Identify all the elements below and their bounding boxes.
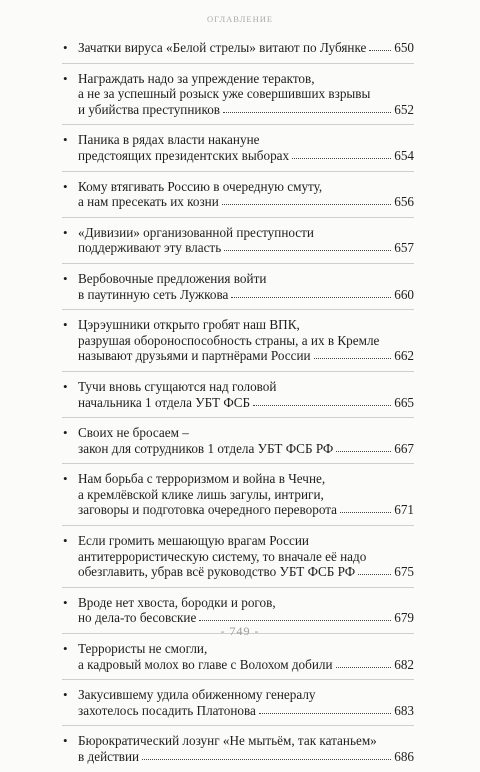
toc-entry-line: Награждать надо за упреждение терактов, [78,70,315,86]
toc-entry-last-line [78,348,414,364]
toc-entry-line: Нам борьба с терроризмом и война в Чечне, [78,471,326,487]
toc-entry[interactable] [62,725,414,771]
bullet-icon: • [63,40,68,55]
dot-leader [259,703,391,714]
dot-leader [358,564,391,575]
toc-entry-line: антитеррористическую систему, то вначале её надо [78,548,367,564]
toc-entry-line: закон для сотрудников 1 отдела УБТ ФСБ РФ [78,440,334,456]
bullet-icon: • [63,270,68,286]
toc-entry-line: начальника 1 отдела УБТ ФСБ [78,394,251,410]
toc-entry[interactable] [62,263,414,309]
bullet-icon: • [63,533,68,549]
bullet-icon: • [63,425,68,441]
bullet-icon: • [63,70,68,86]
page-number: - 749 - [220,624,260,638]
dot-leader [314,348,392,359]
toc-entry[interactable] [62,371,414,417]
toc-entry-page: 686 [394,749,414,764]
toc-entry[interactable] [62,63,414,125]
toc-entry[interactable] [62,679,414,725]
toc-entry-line: Тучи вновь сгущаются над головой [78,378,277,394]
toc-entry-line: Террористы не смогли, [78,641,208,657]
dot-leader [231,287,391,298]
bullet-icon: • [63,224,68,240]
toc-entry[interactable] [62,217,414,263]
toc-entry-last-line [78,749,414,765]
bullet-icon: • [63,378,68,394]
toc-entry-last-line [78,502,414,518]
toc-entry-last-line [78,40,414,56]
toc-entry-line: Вроде нет хвоста, бородки и рогов, [78,594,276,610]
table-of-contents [62,39,414,772]
toc-entry-last-line [78,564,414,580]
toc-entry-page: 679 [394,610,414,626]
toc-entry-line: а нам пресекать их козни [78,194,219,210]
toc-entry-line: Вербовочные предложения войти [78,270,267,286]
toc-entry-line: обезглавить, убрав всё руководство УБТ ФСБ РФ [78,564,356,580]
toc-entry-line: разрушая обороноспособность страны, а их в Кремле [78,332,380,348]
dot-leader [199,610,391,621]
toc-entry-page: 662 [394,348,414,364]
toc-entry[interactable] [62,124,414,170]
bullet-icon: • [63,687,68,703]
toc-entry-page: 652 [394,101,414,117]
toc-entry-last-line [78,240,414,256]
toc-entry-line: Закусившему удила обиженному генералу [78,687,316,703]
toc-entry[interactable] [62,39,414,63]
toc-entry-line: но дела-то бесовские [78,610,197,626]
toc-entry-line: предстоящих президентских выборах [78,147,290,163]
toc-entry-page: 675 [394,564,414,580]
toc-entry-line: называют друзьями и партнёрами России [78,348,311,364]
toc-entry-page: 654 [394,147,414,163]
toc-entry-line: Своих не бросаем – [78,425,189,441]
toc-entry-line: Кому втягивать Россию в очередную смуту, [78,178,323,194]
toc-entry-last-line [78,194,414,210]
dot-leader [336,441,391,452]
toc-entry-line: а не за успешный розыск уже совершивших взрывы [78,86,371,102]
dot-leader [223,102,391,113]
bullet-icon: • [63,641,68,657]
toc-entry-line: «Дивизии» организованной преступности [78,224,314,240]
toc-entry-line: захотелось посадить Платонова [78,702,256,718]
toc-entry-line: Паника в рядах власти накануне [78,132,260,148]
toc-entry-page: 682 [394,656,414,672]
toc-entry-page: 656 [394,194,414,210]
bullet-icon: • [63,733,68,749]
toc-entry-last-line [78,395,414,411]
dot-leader [253,395,391,406]
toc-entry-last-line [78,703,414,719]
bullet-icon: • [63,132,68,148]
dot-leader [340,502,391,513]
dot-leader [224,240,391,251]
toc-entry[interactable] [62,633,414,679]
toc-entry-page: 665 [394,394,414,410]
toc-entry-line: в паутинную сеть Лужкова [78,286,229,302]
toc-entry-last-line [78,102,414,118]
toc-entry[interactable] [62,525,414,587]
toc-entry-last-line [78,287,414,303]
toc-entry-page: 657 [394,240,414,256]
dot-leader [222,194,391,205]
toc-entry[interactable] [62,171,414,217]
toc-entry-last-line [78,148,414,164]
toc-entry[interactable] [62,417,414,463]
toc-entry-page: 671 [394,502,414,518]
dot-leader [142,749,391,760]
bullet-icon: • [63,317,68,333]
toc-entry-line: и убийства преступников [78,101,221,117]
bullet-icon: • [63,471,68,487]
toc-entry-page: 660 [394,286,414,302]
toc-entry-line: Зачатки вируса «Белой стрелы» витают по Лубянке [78,40,367,55]
toc-entry-line: а кадровый молох во главе с Волохом добили [78,656,333,672]
toc-entry-last-line [78,657,414,673]
dot-leader [292,148,391,159]
toc-entry-line: заговоры и подготовка очередного переворота [78,502,338,518]
toc-entry-page: 683 [394,702,414,718]
toc-entry-page: 667 [394,440,414,456]
toc-entry-line: Если громить мешающую врагам России [78,533,309,549]
bullet-icon: • [63,178,68,194]
toc-entry[interactable] [62,309,414,371]
toc-entry-line: в действии [78,749,140,764]
bullet-icon: • [63,594,68,610]
toc-entry[interactable] [62,463,414,525]
toc-entry-page: 650 [394,40,414,55]
dot-leader [336,657,392,668]
toc-entry-line: Цэрэушники открыто гробят наш ВПК, [78,317,300,333]
toc-entry-line: а кремлёвской клике лишь загулы, интриги, [78,486,324,502]
toc-entry-line: поддерживают эту власть [78,240,222,256]
toc-entry-last-line [78,441,414,457]
dot-leader [369,40,391,51]
toc-entry-line: Бюрократический лозунг «Не мытьём, так катаньем» [78,733,377,749]
running-header: ОГЛАВЛЕНИЕ [206,14,274,24]
